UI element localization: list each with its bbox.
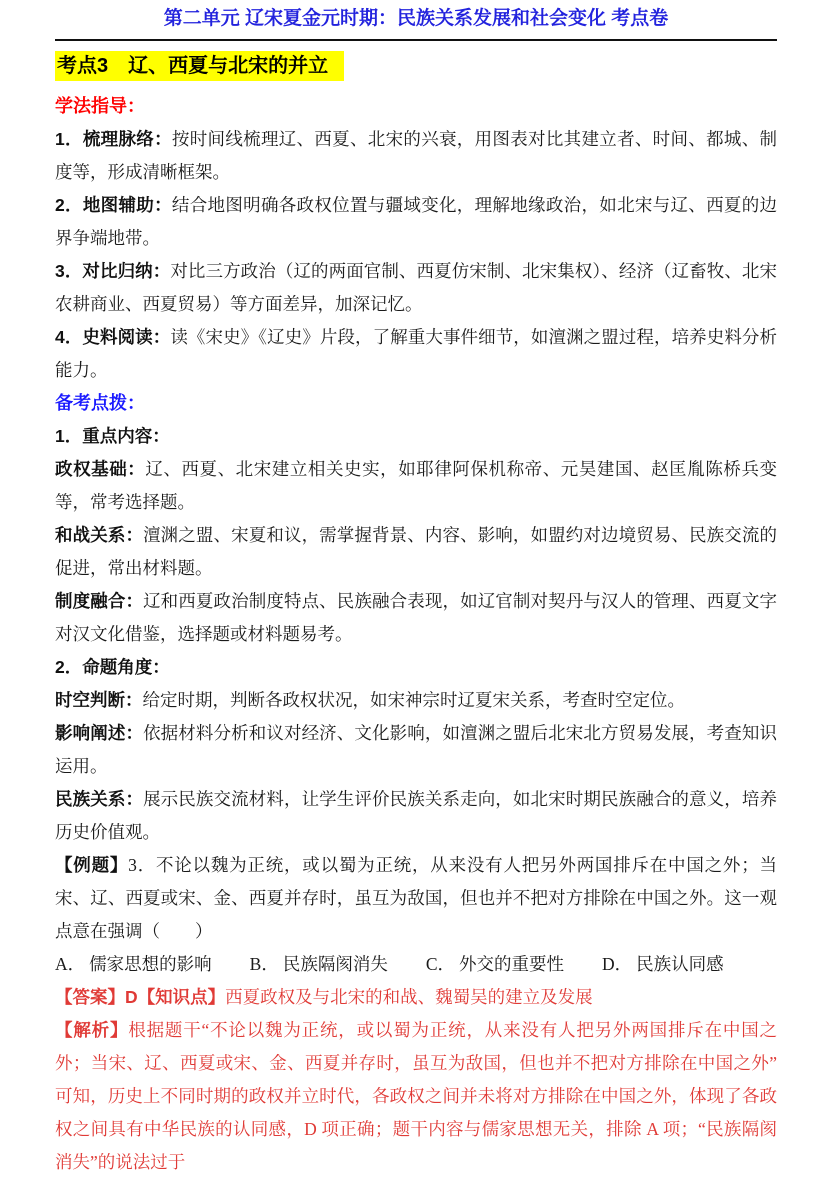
option-letter: A． [55, 954, 86, 974]
section-heading-row [55, 41, 777, 81]
item-text: 结合地图明确各政权位置与疆域变化，理解地缘政治，如北宋与辽、西夏的边界争端地带。 [55, 195, 778, 248]
item-text: 读《宋史》《辽史》片段，了解重大事件细节，如澶渊之盟过程，培养史料分析能力。 [55, 327, 778, 380]
study-guide-item-2 [55, 189, 777, 255]
item-text: 依据材料分析和议对经济、文化影响，如澶渊之盟后北宋北方贸易发展，考查知识运用。 [55, 723, 777, 776]
item-label: 制度融合： [55, 591, 144, 611]
answer-line [55, 981, 777, 1014]
item-number: 1． [55, 129, 83, 149]
option-letter: B． [249, 954, 279, 974]
item-text: 对比三方政治（辽的两面官制、西夏仿宋制、北宋集权）、经济（辽畜牧、北宋农耕商业、西夏贸易）等方面差异，加深记忆。 [55, 261, 778, 314]
study-guide-heading: 学法指导： [55, 96, 145, 116]
analysis-paragraph [55, 1014, 777, 1179]
option-text: 民族认同感 [636, 954, 724, 974]
section-heading-highlight: 考点3 辽、西夏与北宋的并立 [55, 51, 344, 81]
key-content-item-2 [55, 519, 777, 585]
option-text: 外交的重要性 [459, 954, 565, 974]
study-guide-item-4 [55, 321, 777, 387]
item-text: 给定时期，判断各政权状况，如宋神宗时辽夏宋关系，考查时空定位。 [142, 690, 685, 710]
option-a [55, 948, 212, 981]
option-b [250, 948, 388, 981]
example-question [55, 849, 777, 948]
item-label: 对比归纳： [82, 261, 171, 281]
example-tag: 【例题】 [55, 855, 129, 875]
study-guide-item-3 [55, 255, 777, 321]
item-text: 按时间线梳理辽、西夏、北宋的兴衰，用图表对比其建立者、时间、都城、制度等，形成清晰框架。 [55, 129, 778, 182]
knowledge-tag: 【知识点】 [137, 987, 226, 1007]
question-angle-item-2 [55, 717, 777, 783]
question-angle-item-1 [55, 684, 777, 717]
item-number: 3． [55, 261, 83, 281]
document-title: 第二单元 辽宋夏金元时期：民族关系发展和社会变化 考点卷 [163, 8, 669, 29]
item-label: 地图辅助： [82, 195, 172, 215]
item-label: 政权基础： [55, 459, 146, 479]
option-letter: D． [602, 954, 633, 974]
analysis-text: 根据题干“不论以魏为正统，或以蜀为正统，从来没有人把另外两国排斥在中国之外；当宋、辽、西夏或宋、金、西夏并存时，虽互为敌国，但也并不把对方排除在中国之外”可知，历史上不同时期的政权并立时代，各政权之间并未将对方排除在中国之外，体现了各政权之间具有中华民族的认同感，D 项正确；题干内容与儒家思想无关，排除 A 项；“民族隔阂消失”的说法过于 [55, 1020, 778, 1172]
item-number: 4． [55, 327, 83, 347]
answer-tag: 【答案】 [55, 987, 125, 1007]
analysis-tag: 【解析】 [55, 1020, 129, 1040]
item-label: 民族关系： [55, 789, 144, 809]
option-d [602, 948, 724, 981]
option-letter: C． [425, 954, 456, 974]
item-number: 2． [55, 195, 83, 215]
question-angle-item-3 [55, 783, 777, 849]
item-label: 时空判断： [55, 690, 143, 710]
answer-value: D [125, 987, 138, 1007]
example-stem: 不论以魏为正统，或以蜀为正统，从来没有人把另外两国排斥在中国之外；当宋、辽、西夏或宋、金、西夏并存时，虽互为敌国，但也并不把对方排除在中国之外。这一观点意在强调（ ） [55, 855, 778, 941]
question-angles-title: 2．命题角度： [55, 657, 170, 677]
example-number: 3． [128, 855, 156, 875]
item-text: 澶渊之盟、宋夏和议，需掌握背景、内容、影响，如盟约对边境贸易、民族交流的促进，常出材料题。 [55, 525, 777, 578]
item-text: 展示民族交流材料，让学生评价民族关系走向，如北宋时期民族融合的意义，培养历史价值观。 [55, 789, 777, 842]
option-text: 民族隔阂消失 [282, 954, 388, 974]
item-text: 辽、西夏、北宋建立相关史实，如耶律阿保机称帝、元昊建国、赵匡胤陈桥兵变等，常考选择题。 [55, 459, 778, 512]
key-content-title: 1．重点内容： [55, 426, 170, 446]
item-label: 和战关系： [55, 525, 144, 545]
item-text: 辽和西夏政治制度特点、民族融合表现，如辽官制对契丹与汉人的管理、西夏文字对汉文化借鉴，选择题或材料题易考。 [55, 591, 777, 644]
item-label: 梳理脉络： [82, 129, 172, 149]
item-label: 史料阅读： [82, 327, 171, 347]
option-c [426, 948, 564, 981]
key-content-item-3 [55, 585, 777, 651]
example-options [55, 948, 777, 981]
key-content-item-1 [55, 453, 777, 519]
item-label: 影响阐述： [55, 723, 144, 743]
exam-pointers-heading: 备考点拨： [55, 393, 145, 413]
study-guide-item-1 [55, 123, 777, 189]
document-page [55, 6, 777, 1179]
knowledge-points: 西夏政权及与北宋的和战、魏蜀吴的建立及发展 [225, 987, 593, 1007]
option-text: 儒家思想的影响 [89, 954, 212, 974]
